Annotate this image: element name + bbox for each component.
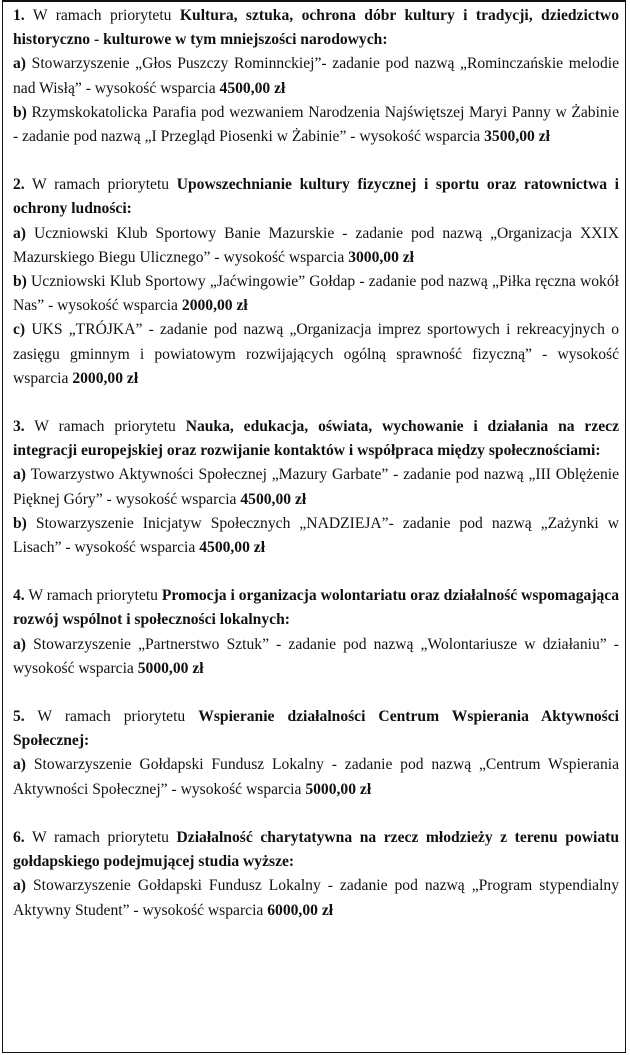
section-number: 4. (13, 587, 25, 605)
item-text: Rzymskokatolicka Parafia pod wezwaniem Narodzenia Najświętszej Maryi Panny w Żabinie - zadanie pod nazwą „I Przegląd Piosenki w Żabinie” - wysokość wsparcia (13, 103, 619, 146)
priority-section-3 (13, 415, 619, 560)
item-text: Uczniowski Klub Sportowy „Jaćwingowie” Gołdap - zadanie pod nazwą „Piłka ręczna wokół Nas” - wysokość wsparcia (13, 273, 619, 315)
item-amount: 3500,00 zł (484, 128, 550, 146)
grant-item (13, 633, 619, 681)
item-mark: b) (13, 273, 27, 291)
grant-item (13, 874, 619, 922)
item-mark: a) (13, 224, 26, 242)
section-intro: W ramach priorytetu (32, 176, 170, 194)
item-amount: 5000,00 zł (305, 780, 372, 798)
grant-item (13, 52, 619, 100)
priority-section-1 (13, 4, 619, 149)
item-text: Stowarzyszenie „Głos Puszczy Rominnckiej”- zadanie pod nazwą „Rominczańskie melodie nad Wisłą” - wysokość wsparcia (13, 55, 619, 97)
section-intro: W ramach priorytetu (32, 7, 172, 24)
grant-item (13, 753, 619, 801)
document-page (2, 0, 626, 1053)
grant-item (13, 318, 619, 391)
item-text: Stowarzyszenie „Partnerstwo Sztuk” - zadanie pod nazwą „Wolontariusze w działaniu” - wysokość wsparcia (13, 635, 619, 677)
item-amount: 4500,00 zł (199, 539, 266, 557)
item-text: Towarzystwo Aktywności Społecznej „Mazury Garbate” - zadanie pod nazwą „III Oblężenie Pięknej Góry” - wysokość wsparcia (13, 466, 620, 508)
section-heading (13, 173, 619, 221)
grant-item (13, 270, 619, 318)
grant-item (13, 463, 619, 511)
item-text: Stowarzyszenie Gołdapski Fundusz Lokalny - zadanie pod nazwą „Centrum Wspierania Aktywności Społecznej” - wysokość wsparcia (13, 756, 620, 798)
item-mark: a) (13, 756, 26, 774)
section-number: 3. (13, 418, 25, 436)
item-amount: 4500,00 zł (240, 490, 307, 508)
priority-title: Kultura, sztuka, ochrona dóbr kultury i tradycji, dziedzictwo historyczno - kulturowe w tym mniejszości narodowych: (13, 7, 619, 49)
section-heading (13, 826, 619, 874)
item-text: UKS „TRÓJKA” - zadanie pod nazwą „Organizacja imprez sportowych i rekreacyjnych o zasięgu gminnym i powiatowym rozwijających ogólną sprawność fizyczną” - wysokość wsparcia (13, 321, 619, 387)
priority-title: Nauka, edukacja, oświata, wychowanie i działania na rzecz integracji europejskiej oraz rozwijanie kontaktów i współpraca między społecznościami: (13, 418, 620, 460)
section-heading (13, 705, 619, 753)
grant-item (13, 512, 619, 560)
section-intro: W ramach priorytetu (34, 418, 176, 436)
section-number: 2. (13, 176, 25, 194)
item-text: Stowarzyszenie Inicjatyw Społecznych „NADZIEJA”- zadanie pod nazwą „Zażynki w Lisach” - wysokość wsparcia (13, 514, 619, 557)
item-mark: a) (13, 877, 26, 895)
priority-title: Wspieranie działalności Centrum Wspierania Aktywności Społecznej: (13, 708, 619, 750)
section-intro: W ramach priorytetu (28, 587, 158, 605)
section-number: 1. (13, 7, 25, 24)
item-mark: a) (13, 466, 26, 484)
item-text: Stowarzyszenie Gołdapski Fundusz Lokalny - zadanie pod nazwą „Program stypendialny Aktywny Student” - wysokość wsparcia (13, 877, 619, 919)
section-intro: W ramach priorytetu (32, 828, 169, 846)
priority-section-5 (13, 705, 619, 802)
grant-item (13, 222, 619, 270)
priority-title: Działalność charytatywna na rzecz młodzieży z terenu powiatu gołdapskiego podejmującej studia wyższe: (13, 828, 619, 871)
item-amount: 2000,00 zł (181, 297, 248, 315)
item-mark: b) (13, 514, 27, 532)
section-heading (13, 4, 619, 52)
item-mark: a) (13, 635, 26, 653)
item-amount: 3000,00 zł (348, 248, 415, 266)
item-mark: b) (13, 103, 27, 121)
grant-item (13, 101, 619, 149)
section-intro: W ramach priorytetu (37, 708, 186, 726)
item-mark: a) (13, 55, 26, 73)
priority-section-4 (13, 584, 619, 681)
section-number: 5. (13, 708, 25, 726)
item-text: Uczniowski Klub Sportowy Banie Mazurskie - zadanie pod nazwą „Organizacja XXIX Mazurskiego Biegu Ulicznego” - wysokość wsparcia (13, 224, 619, 266)
priority-section-6 (13, 826, 619, 923)
priority-title: Promocja i organizacja wolontariatu oraz działalność wspomagająca rozwój wspólnot i społeczności lokalnych: (13, 587, 620, 629)
item-amount: 4500,00 zł (219, 79, 286, 97)
priority-title: Upowszechnianie kultury fizycznej i sportu oraz ratownictwa i ochrony ludności: (13, 176, 619, 218)
item-mark: c) (13, 321, 26, 339)
item-amount: 5000,00 zł (137, 659, 204, 677)
section-heading (13, 584, 619, 632)
item-amount: 2000,00 zł (72, 369, 139, 387)
section-number: 6. (13, 828, 25, 846)
item-amount: 6000,00 zł (267, 901, 334, 919)
section-heading (13, 415, 619, 463)
priority-section-2 (13, 173, 619, 391)
